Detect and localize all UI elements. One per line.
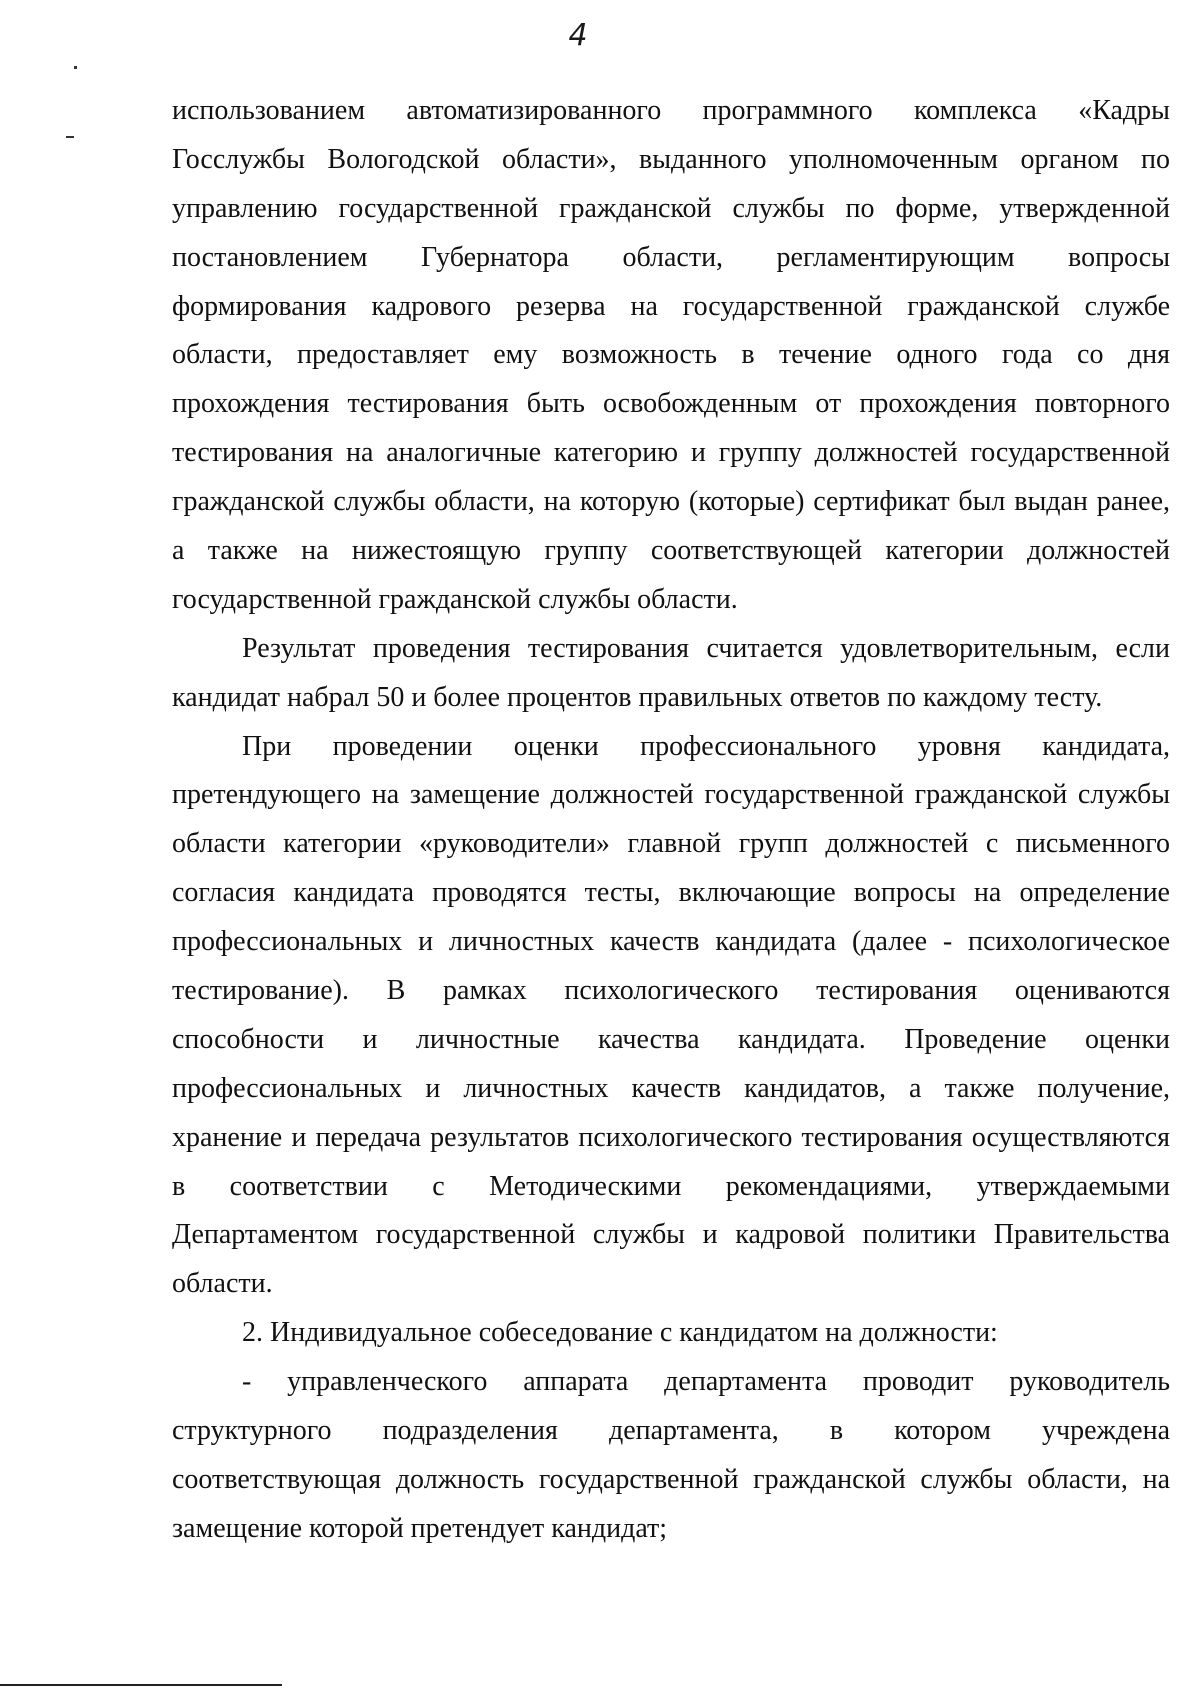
text-line: замещение которой претендует кандидат; [172, 1512, 668, 1544]
text-line: а также на нижестоящую группу соответствующей категории должностей [172, 535, 1170, 567]
text-line: области категории «руководители» главной групп должностей с письменного [172, 828, 1170, 860]
text-line: способности и личностные качества кандидата. Проведение оценки [172, 1023, 1170, 1055]
text-line: претендующего на замещение должностей государственной гражданской службы [172, 779, 1170, 811]
text-line: структурного подразделения департамента, в котором учреждена [172, 1415, 1170, 1447]
text-line: - управленческого аппарата департамента проводит руководитель [242, 1366, 1170, 1398]
page-number: 4 [568, 18, 588, 53]
text-line: 2. Индивидуальное собеседование с кандидатом на должности: [242, 1317, 998, 1349]
text-line: хранение и передача результатов психологического тестирования осуществляются [172, 1121, 1170, 1153]
text-line: профессиональных и личностных качеств кандидатов, а также получение, [172, 1072, 1170, 1104]
text-line: формирования кадрового резерва на государственной гражданской службе [172, 290, 1170, 322]
text-line: Госслужбы Вологодской области», выданного уполномоченным органом по [172, 143, 1170, 175]
text-line: профессиональных и личностных качеств кандидата (далее - психологическое [172, 926, 1170, 958]
text-line: тестирование). В рамках психологического тестирования оцениваются [172, 975, 1170, 1007]
text-line: Департаментом государственной службы и кадровой политики Правительства [172, 1219, 1170, 1251]
text-line: прохождения тестирования быть освобожденным от прохождения повторного [172, 388, 1170, 420]
text-line: области. [172, 1268, 273, 1300]
text-line: Результат проведения тестирования считается удовлетворительным, если [242, 632, 1170, 664]
text-line: согласия кандидата проводятся тесты, включающие вопросы на определение [172, 877, 1170, 909]
text-line: кандидат набрал 50 и более процентов правильных ответов по каждому тесту. [172, 681, 1103, 713]
text-line: постановлением Губернатора области, регламентирующим вопросы [172, 241, 1170, 273]
text-line: государственной гражданской службы области. [172, 583, 738, 615]
scan-speck [74, 66, 77, 69]
text-line: управлению государственной гражданской службы по форме, утвержденной [172, 192, 1170, 224]
text-line: соответствующая должность государственной гражданской службы области, на [172, 1463, 1170, 1495]
text-line: в соответствии с Методическими рекомендациями, утверждаемыми [172, 1170, 1170, 1202]
scan-speck [66, 136, 74, 138]
text-line: При проведении оценки профессионального уровня кандидата, [242, 730, 1170, 762]
document-body [172, 87, 1170, 1554]
text-line: использованием автоматизированного программного комплекса «Кадры [172, 95, 1170, 126]
text-line: гражданской службы области, на которую (которые) сертификат был выдан ранее, [172, 486, 1170, 518]
text-line: области, предоставляет ему возможность в течение одного года со дня [172, 339, 1170, 371]
text-line: тестирования на аналогичные категорию и группу должностей государственной [172, 437, 1170, 469]
footnote-rule [0, 1684, 282, 1686]
